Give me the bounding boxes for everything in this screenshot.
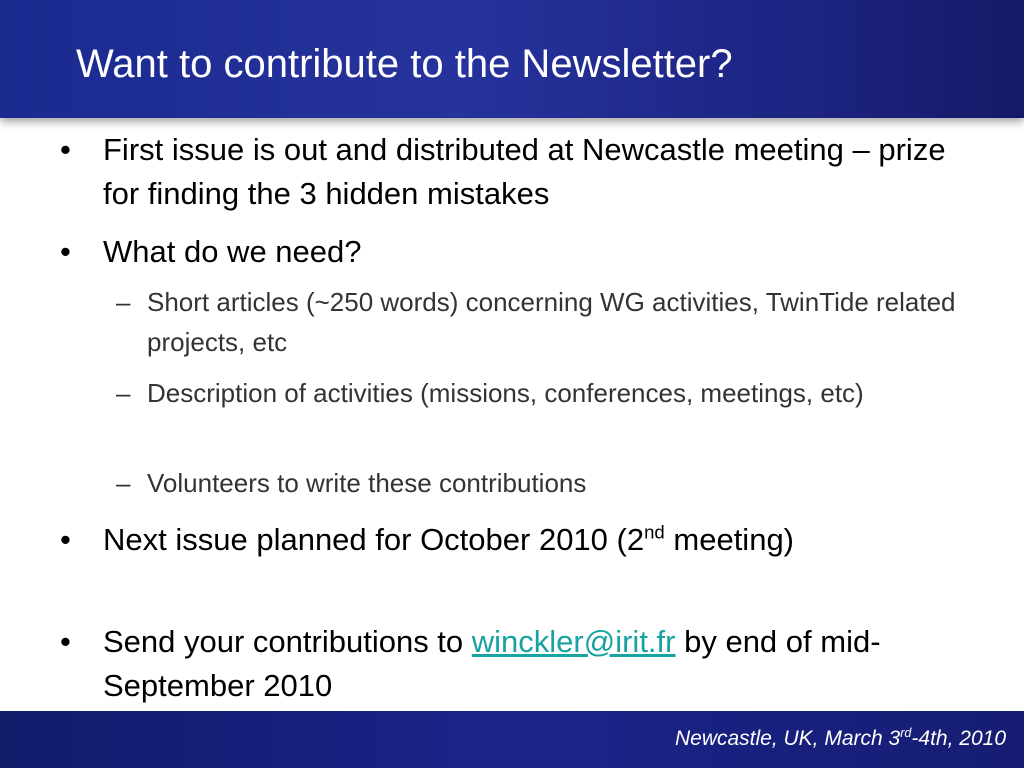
bullet-text: What do we need?: [103, 234, 362, 269]
bullet-text: [103, 518, 863, 562]
footer-text: [675, 726, 1006, 752]
bullet-item: [60, 620, 980, 708]
bullet-marker: •: [60, 234, 71, 269]
bullet-text-part: meeting): [664, 522, 795, 557]
ordinal-superscript: nd: [644, 521, 665, 543]
slide-title: Want to contribute to the Newsletter?: [76, 42, 733, 86]
email-link[interactable]: winckler@irit.fr: [471, 624, 676, 659]
sub-bullet-text: Volunteers to write these contributions: [147, 468, 587, 498]
bullet-text-part: Next issue planned for October 2010 (2: [103, 522, 645, 557]
sub-bullet-marker: –: [116, 287, 131, 317]
bullet-marker: •: [60, 624, 71, 659]
bullet-item: [60, 518, 980, 606]
bullet-item: [60, 128, 980, 216]
footer-superscript: rd: [900, 726, 912, 740]
slide-content: [0, 124, 1024, 708]
footer-text-part: -4th, 2010: [911, 727, 1006, 750]
sub-bullet-item: [116, 373, 976, 453]
footer-text-part: Newcastle, UK, March 3: [674, 727, 901, 750]
footer-bar: [0, 711, 1024, 768]
sub-bullet-marker: –: [116, 468, 131, 498]
bullet-text-part: Send your contributions to: [103, 624, 472, 659]
sub-bullet-text: Description of activities (missions, conferences, meetings, etc): [147, 378, 864, 408]
title-bar: [0, 0, 1024, 118]
sub-bullet-marker: –: [116, 378, 131, 408]
bullet-text: [103, 620, 903, 708]
sub-bullet-text: Short articles (~250 words) concerning WG activities, TwinTide related projects, etc: [147, 287, 956, 357]
bullet-text-part: by end of mid-September 2010: [103, 624, 881, 703]
bullet-item: [60, 230, 980, 274]
sub-bullet-item: [116, 282, 976, 362]
bullet-marker: •: [60, 132, 71, 167]
bullet-marker: •: [60, 522, 71, 557]
sub-bullet-item: [116, 463, 976, 503]
bullet-text: First issue is out and distributed at Newcastle meeting – prize for finding the 3 hidden mistakes: [103, 132, 946, 211]
